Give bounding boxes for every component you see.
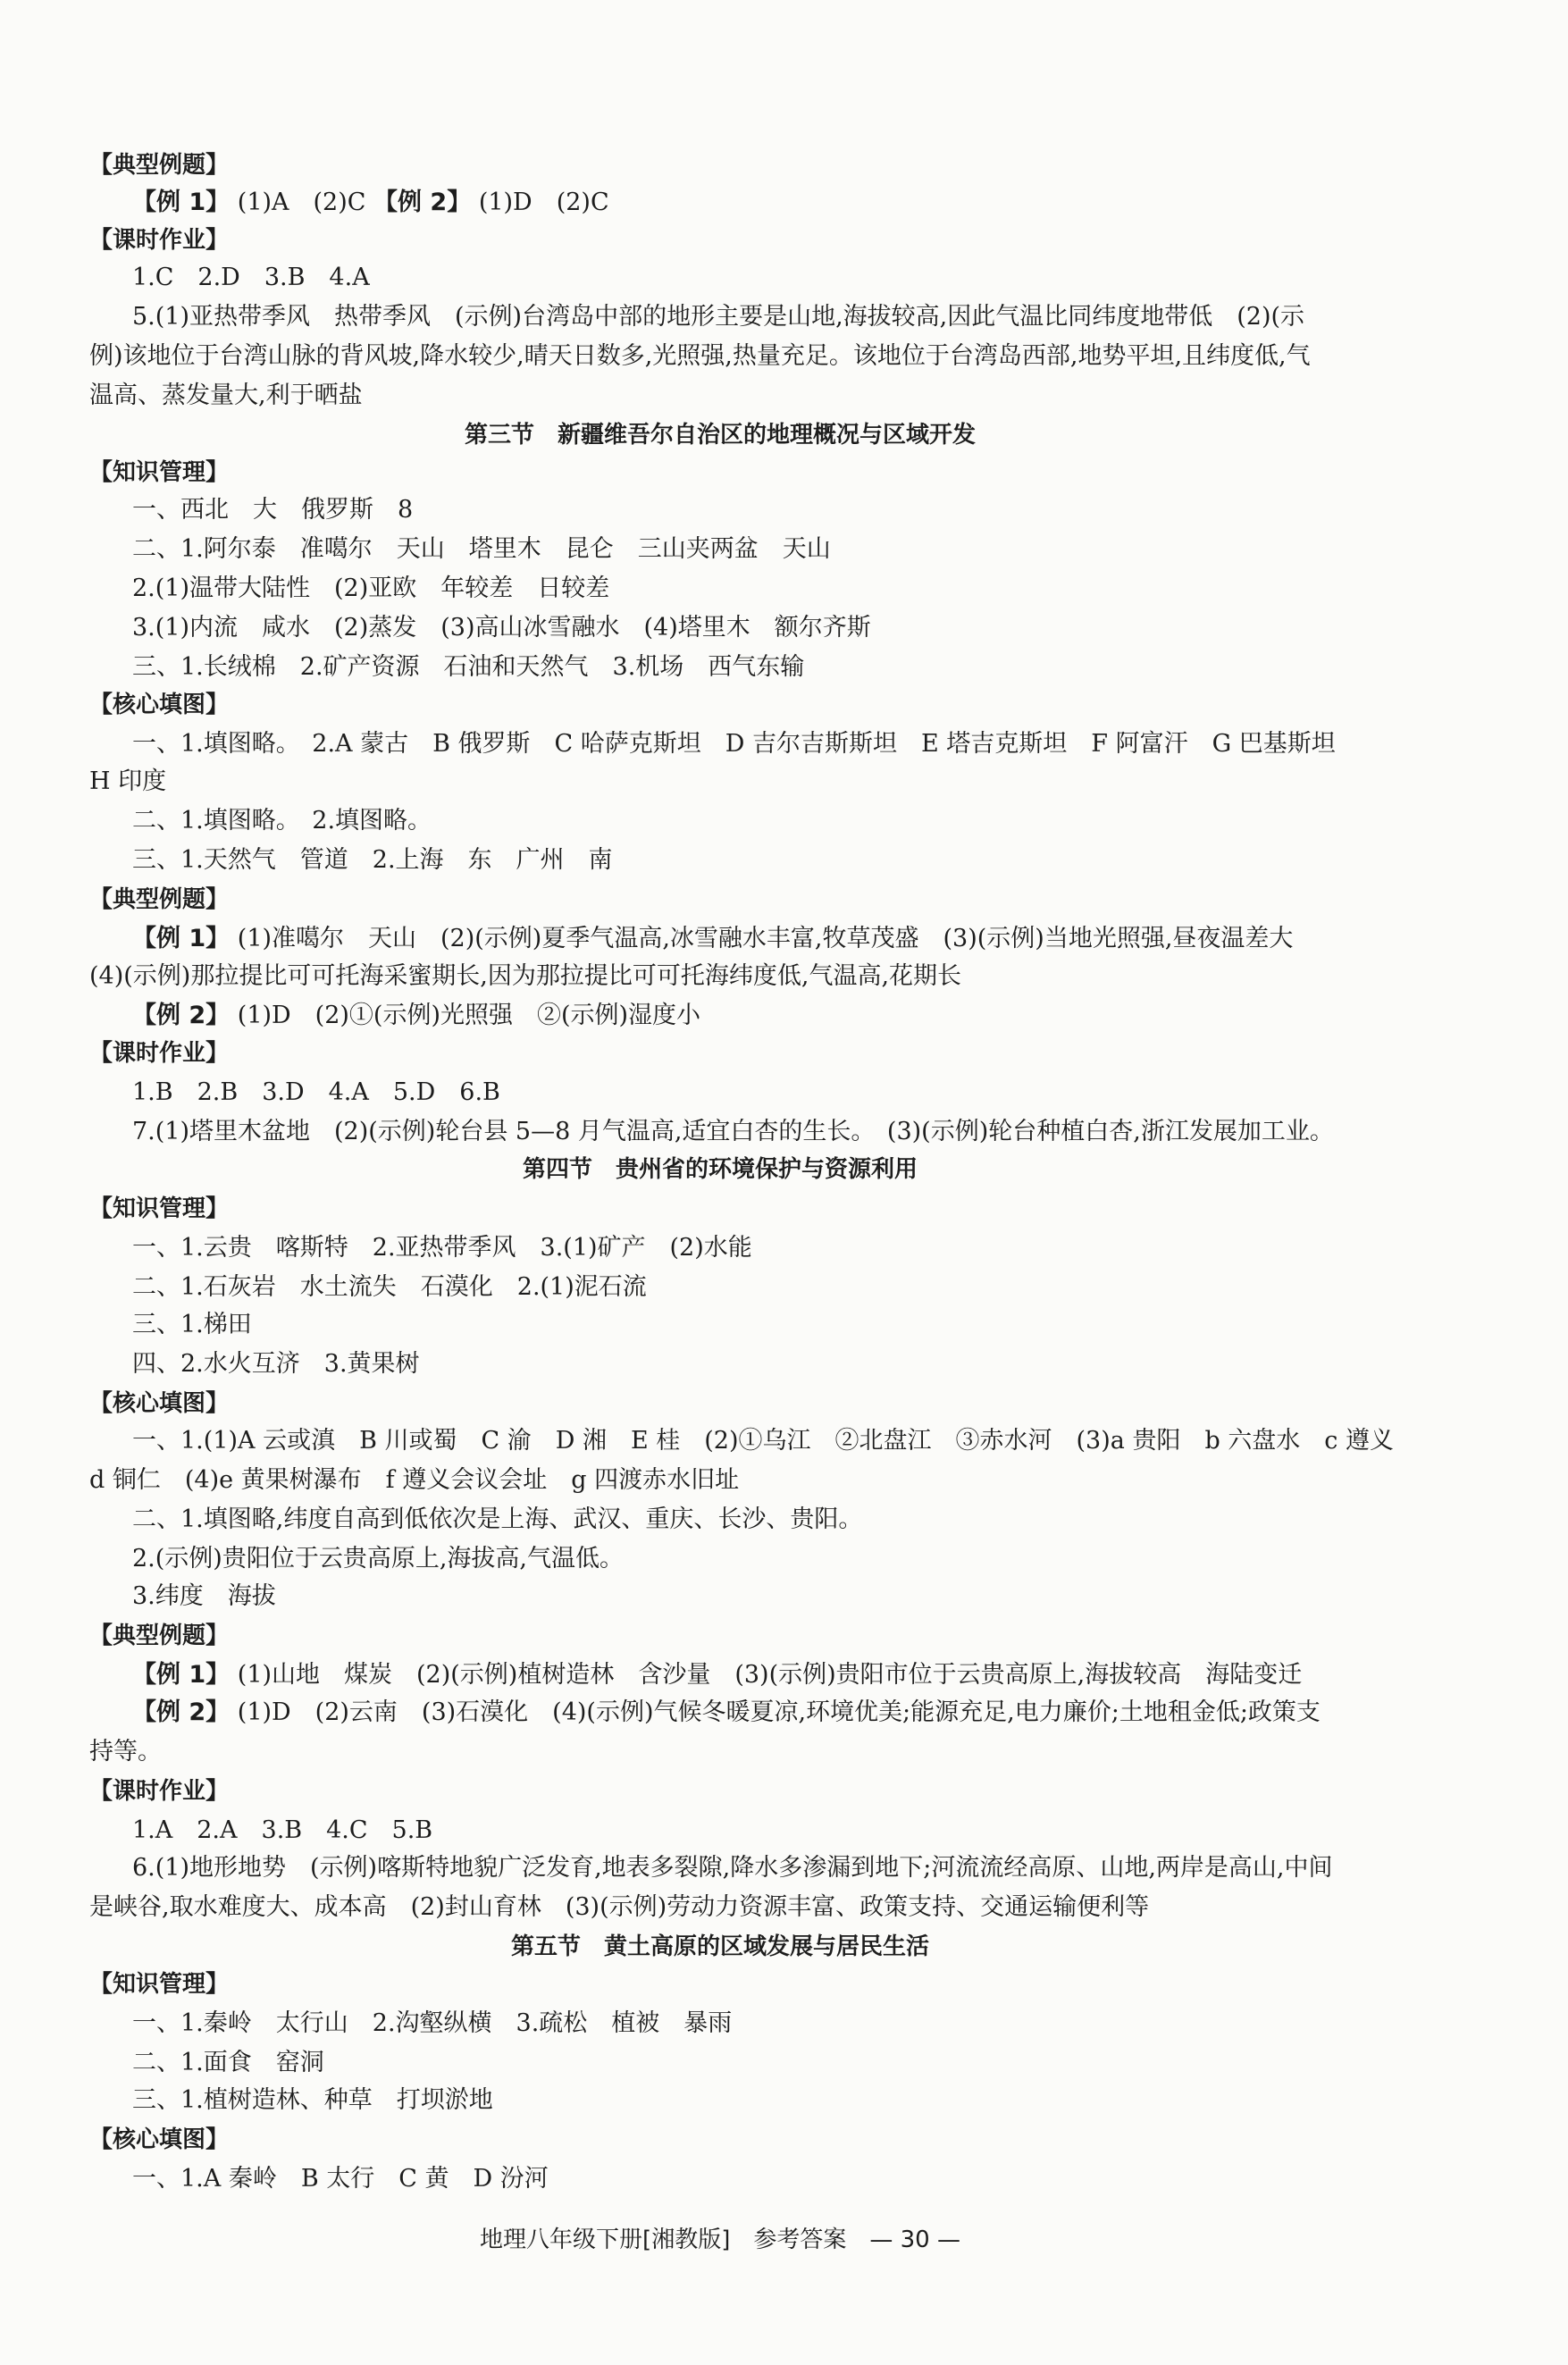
example-line (132, 924, 1293, 954)
answer-line: 3.(1)内流 咸水 (2)蒸发 (3)高山冰雪融水 (4)塔里木 额尔齐斯 (132, 614, 871, 642)
answer-line: 2.(1)温带大陆性 (2)亚欧 年较差 日较差 (132, 574, 610, 602)
answer-line: H 印度 (89, 767, 167, 795)
section-heading: 【典型例题】 (89, 152, 230, 179)
section-title: 第四节 贵州省的环境保护与资源利用 (522, 1156, 918, 1183)
answer-line: 2.(示例)贵阳位于云贵高原上,海拔高,气温低。 (132, 1545, 624, 1572)
example-label: 【例 2】 (132, 1698, 231, 1726)
example-line (132, 1001, 700, 1031)
example-answer: (1)A (2)C (237, 189, 366, 216)
section-heading: 【典型例题】 (89, 1623, 230, 1649)
answer-line: 1.B 2.B 3.D 4.A 5.D 6.B (132, 1078, 500, 1106)
example-answer: (1)准噶尔 天山 (2)(示例)夏季气温高,冰雪融水丰富,牧草茂盛 (3)(示例)当地光照强,昼夜温差大 (237, 925, 1294, 952)
answer-line: 三、1.长绒棉 2.矿产资源 石油和天然气 3.机场 西气东输 (132, 653, 805, 681)
section-heading: 【核心填图】 (89, 692, 230, 718)
answer-line: 一、1.A 秦岭 B 太行 C 黄 D 汾河 (132, 2165, 549, 2193)
answer-line: 二、1.石灰岩 水土流失 石漠化 2.(1)泥石流 (132, 1273, 647, 1301)
section-heading: 【课时作业】 (89, 1778, 230, 1805)
answer-line: 二、1.面食 窑洞 (132, 2049, 324, 2076)
example-answer: (1)D (2)①(示例)光照强 ②(示例)湿度小 (237, 1002, 701, 1029)
answer-line: 一、1.(1)A 云或滇 B 川或蜀 C 渝 D 湘 E 桂 (2)①乌江 ②北盘江 ③赤水河 (3)a 贵阳 b 六盘水 c 遵义 (132, 1427, 1395, 1455)
answer-line: 一、1.秦岭 太行山 2.沟壑纵横 3.疏松 植被 暴雨 (132, 2009, 733, 2037)
example-answer: (1)D (2)C (478, 189, 609, 216)
answer-line: 三、1.天然气 管道 2.上海 东 广州 南 (132, 846, 613, 874)
section-heading: 【课时作业】 (89, 1040, 230, 1067)
section-heading: 【知识管理】 (89, 1195, 230, 1222)
example-label: 【例 2】 (132, 1002, 231, 1029)
answer-line: 温高、蒸发量大,利于晒盐 (89, 382, 363, 409)
answer-line: 一、1.填图略。 2.A 蒙古 B 俄罗斯 C 哈萨克斯坦 D 吉尔吉斯斯坦 E 塔吉克斯坦 F 阿富汗 G 巴基斯坦 (132, 730, 1336, 758)
answer-line: 持等。 (89, 1738, 162, 1765)
section-heading: 【核心填图】 (89, 2126, 230, 2153)
answer-line: 1.C 2.D 3.B 4.A (132, 264, 370, 291)
answer-line: 二、1.填图略,纬度自高到低依次是上海、武汉、重庆、长沙、贵阳。 (132, 1505, 863, 1533)
example-line (132, 1698, 1321, 1728)
section-heading: 【课时作业】 (89, 227, 230, 254)
answer-line: d 铜仁 (4)e 黄果树瀑布 f 遵义会议会址 g 四渡赤水旧址 (89, 1466, 740, 1494)
answer-line: 三、1.植树造林、种草 打坝淤地 (132, 2086, 493, 2114)
section-heading: 【知识管理】 (89, 1971, 230, 1998)
section-heading: 【典型例题】 (89, 886, 230, 913)
example-answer: (1)D (2)云南 (3)石漠化 (4)(示例)气候冬暖夏凉,环境优美;能源充足,电力廉价;土地租金低;政策支 (237, 1698, 1321, 1726)
example-line (132, 1660, 1302, 1690)
section-heading: 【核心填图】 (89, 1390, 230, 1417)
example-line (132, 188, 609, 218)
answer-line: 7.(1)塔里木盆地 (2)(示例)轮台县 5—8 月气温高,适宜白杏的生长。 (3)(示例)轮台种植白杏,浙江发展加工业。 (132, 1118, 1334, 1145)
answer-line: 3.纬度 海拔 (132, 1582, 276, 1610)
answer-line: 6.(1)地形地势 (示例)喀斯特地貌广泛发育,地表多裂隙,降水多渗漏到地下;河流流经高原、山地,两岸是高山,中间 (132, 1854, 1333, 1882)
answer-line: 四、2.水火互济 3.黄果树 (132, 1350, 420, 1378)
answer-line: 二、1.填图略。 2.填图略。 (132, 807, 432, 834)
example-label: 【例 1】 (132, 189, 231, 216)
answer-line: 一、1.云贵 喀斯特 2.亚热带季风 3.(1)矿产 (2)水能 (132, 1234, 752, 1262)
page-footer: 地理八年级下册[湘教版] 参考答案 — 30 — (480, 2227, 960, 2253)
answer-line: (4)(示例)那拉提比可可托海采蜜期长,因为那拉提比可可托海纬度低,气温高,花期长 (89, 962, 962, 990)
answer-line: 是峡谷,取水难度大、成本高 (2)封山育林 (3)(示例)劳动力资源丰富、政策支持、交通运输便利等 (89, 1893, 1150, 1921)
section-title: 第三节 新疆维吾尔自治区的地理概况与区域开发 (464, 422, 976, 449)
answer-line: 三、1.梯田 (132, 1311, 252, 1338)
answer-line: 二、1.阿尔泰 准噶尔 天山 塔里木 昆仑 三山夹两盆 天山 (132, 535, 831, 563)
example-label: 【例 2】 (373, 189, 472, 216)
answer-line: 例)该地位于台湾山脉的背风坡,降水较少,晴天日数多,光照强,热量充足。该地位于台湾岛西部,地势平坦,且纬度低,气 (89, 342, 1311, 370)
answer-line: 5.(1)亚热带季风 热带季风 (示例)台湾岛中部的地形主要是山地,海拔较高,因此气温比同纬度地带低 (2)(示 (132, 303, 1305, 331)
example-label: 【例 1】 (132, 925, 231, 952)
section-heading: 【知识管理】 (89, 459, 230, 486)
answer-line: 一、西北 大 俄罗斯 8 (132, 496, 414, 524)
example-answer: (1)山地 煤炭 (2)(示例)植树造林 含沙量 (3)(示例)贵阳市位于云贵高原上,海拔较高 海陆变迁 (237, 1661, 1303, 1689)
section-title: 第五节 黄土高原的区域发展与居民生活 (510, 1933, 929, 1960)
example-label: 【例 1】 (132, 1661, 231, 1689)
answer-line: 1.A 2.A 3.B 4.C 5.B (132, 1816, 433, 1844)
